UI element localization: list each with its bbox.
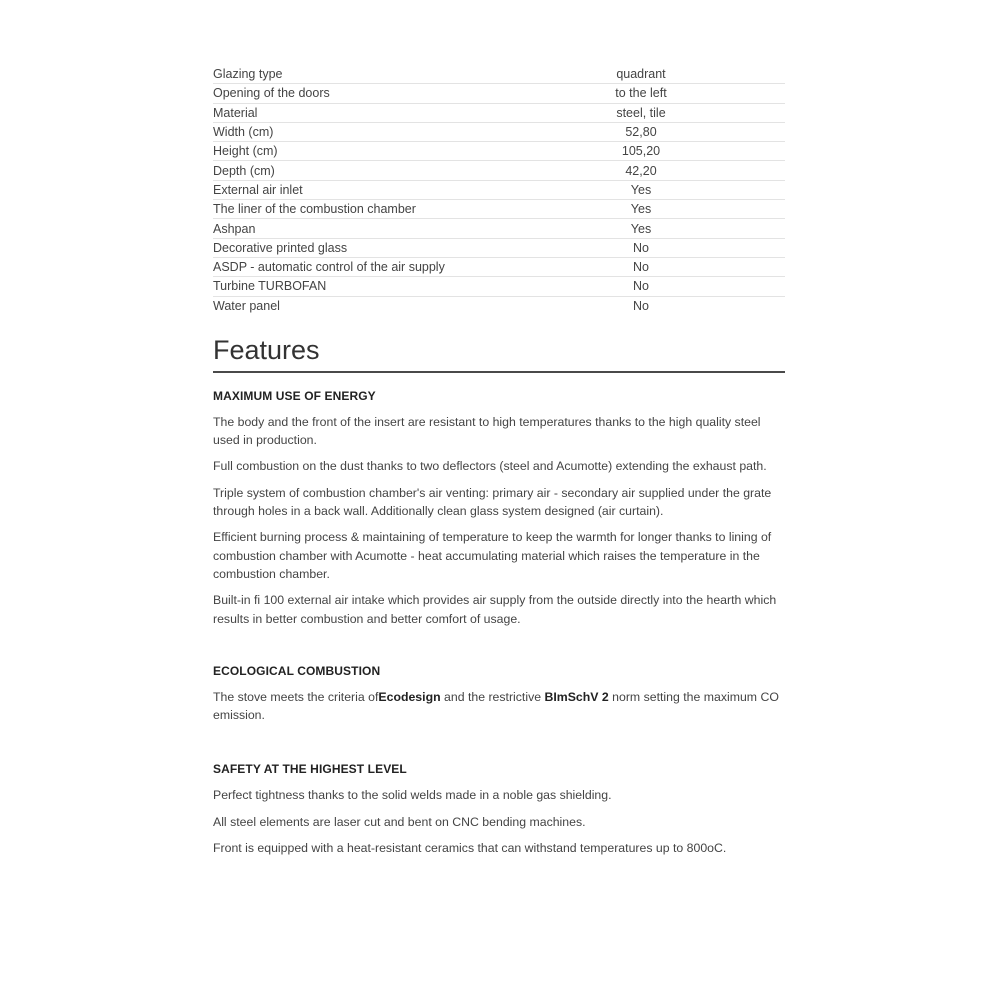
table-row — [213, 180, 785, 199]
features-title: Features — [213, 335, 785, 373]
spec-value: No — [633, 298, 649, 313]
table-row — [213, 103, 785, 122]
spec-value: quadrant — [583, 65, 699, 84]
eco-text: norm setting the maximum CO emission. — [213, 689, 779, 723]
specifications-table — [213, 65, 785, 315]
safety-section — [213, 762, 785, 857]
spec-value: steel, tile — [583, 103, 699, 122]
spec-label: Glazing type — [213, 65, 583, 84]
spec-label: Width (cm) — [213, 122, 583, 141]
product-details — [213, 65, 785, 865]
energy-paragraph: Efficient burning process & maintaining of temperature to keep the warmth for longer thanks to lining of combustion chamber with Acumotte - heat accumulating material which raises the temperature in the combustion chamber. — [213, 530, 772, 581]
spec-label: Decorative printed glass — [213, 238, 583, 257]
spec-value: No — [583, 257, 699, 276]
table-row — [213, 122, 785, 141]
table-row — [213, 84, 785, 103]
eco-text: and the restrictive — [440, 689, 545, 704]
table-row — [213, 142, 785, 161]
spec-value: 42,20 — [583, 161, 699, 180]
spec-value: Yes — [583, 200, 699, 219]
ecodesign-term: Ecodesign — [378, 689, 441, 704]
spec-value: Yes — [583, 180, 699, 199]
bimschv-term: BImSchV 2 — [544, 689, 609, 704]
safety-paragraph: Perfect tightness thanks to the solid welds made in a noble gas shielding. — [213, 788, 612, 803]
spec-value: to the left — [583, 84, 699, 103]
table-row — [213, 277, 785, 296]
spec-value: 52,80 — [583, 122, 699, 141]
spec-value: 105,20 — [583, 142, 699, 161]
spec-label: External air inlet — [213, 180, 583, 199]
spec-label: Turbine TURBOFAN — [213, 277, 583, 296]
spec-label: Height (cm) — [213, 142, 583, 161]
table-row — [213, 219, 785, 238]
table-row — [213, 296, 785, 315]
spec-value: No — [583, 277, 699, 296]
eco-paragraph — [213, 688, 785, 725]
spec-value: Yes — [583, 219, 699, 238]
eco-text: The stove meets the criteria of — [213, 689, 379, 704]
spec-label: ASDP - automatic control of the air supply — [213, 257, 583, 276]
energy-heading: MAXIMUM USE OF ENERGY — [213, 388, 376, 403]
spec-label: Ashpan — [213, 219, 583, 238]
energy-paragraph: Built-in fi 100 external air intake which provides air supply from the outside directly into the hearth which results in better combustion and better comfort of usage. — [213, 593, 777, 626]
spec-label: Water panel — [213, 298, 280, 313]
table-row — [213, 257, 785, 276]
table-row — [213, 200, 785, 219]
table-row — [213, 65, 785, 84]
eco-section — [213, 664, 785, 725]
spec-label: Depth (cm) — [213, 161, 583, 180]
energy-paragraph: Triple system of combustion chamber's air venting: primary air - secondary air supplied under the grate through holes in a back wall. Additionally clean glass system designed (air curtain). — [213, 485, 772, 519]
energy-paragraph: Full combustion on the dust thanks to two deflectors (steel and Acumotte) extending the exhaust path. — [213, 459, 767, 474]
energy-paragraph: The body and the front of the insert are resistant to high temperatures thanks to the high quality steel used in production. — [213, 414, 761, 448]
eco-heading: ECOLOGICAL COMBUSTION — [213, 663, 381, 678]
spec-label: Material — [213, 103, 583, 122]
energy-section — [213, 389, 785, 628]
safety-heading: SAFETY AT THE HIGHEST LEVEL — [213, 762, 407, 777]
table-row — [213, 238, 785, 257]
spec-label: The liner of the combustion chamber — [213, 200, 583, 219]
spec-value: No — [583, 238, 699, 257]
table-row — [213, 161, 785, 180]
safety-paragraph: Front is equipped with a heat-resistant ceramics that can withstand temperatures up to 800oC. — [213, 841, 727, 856]
safety-paragraph: All steel elements are laser cut and bent on CNC bending machines. — [213, 814, 586, 829]
spec-label: Opening of the doors — [213, 84, 583, 103]
